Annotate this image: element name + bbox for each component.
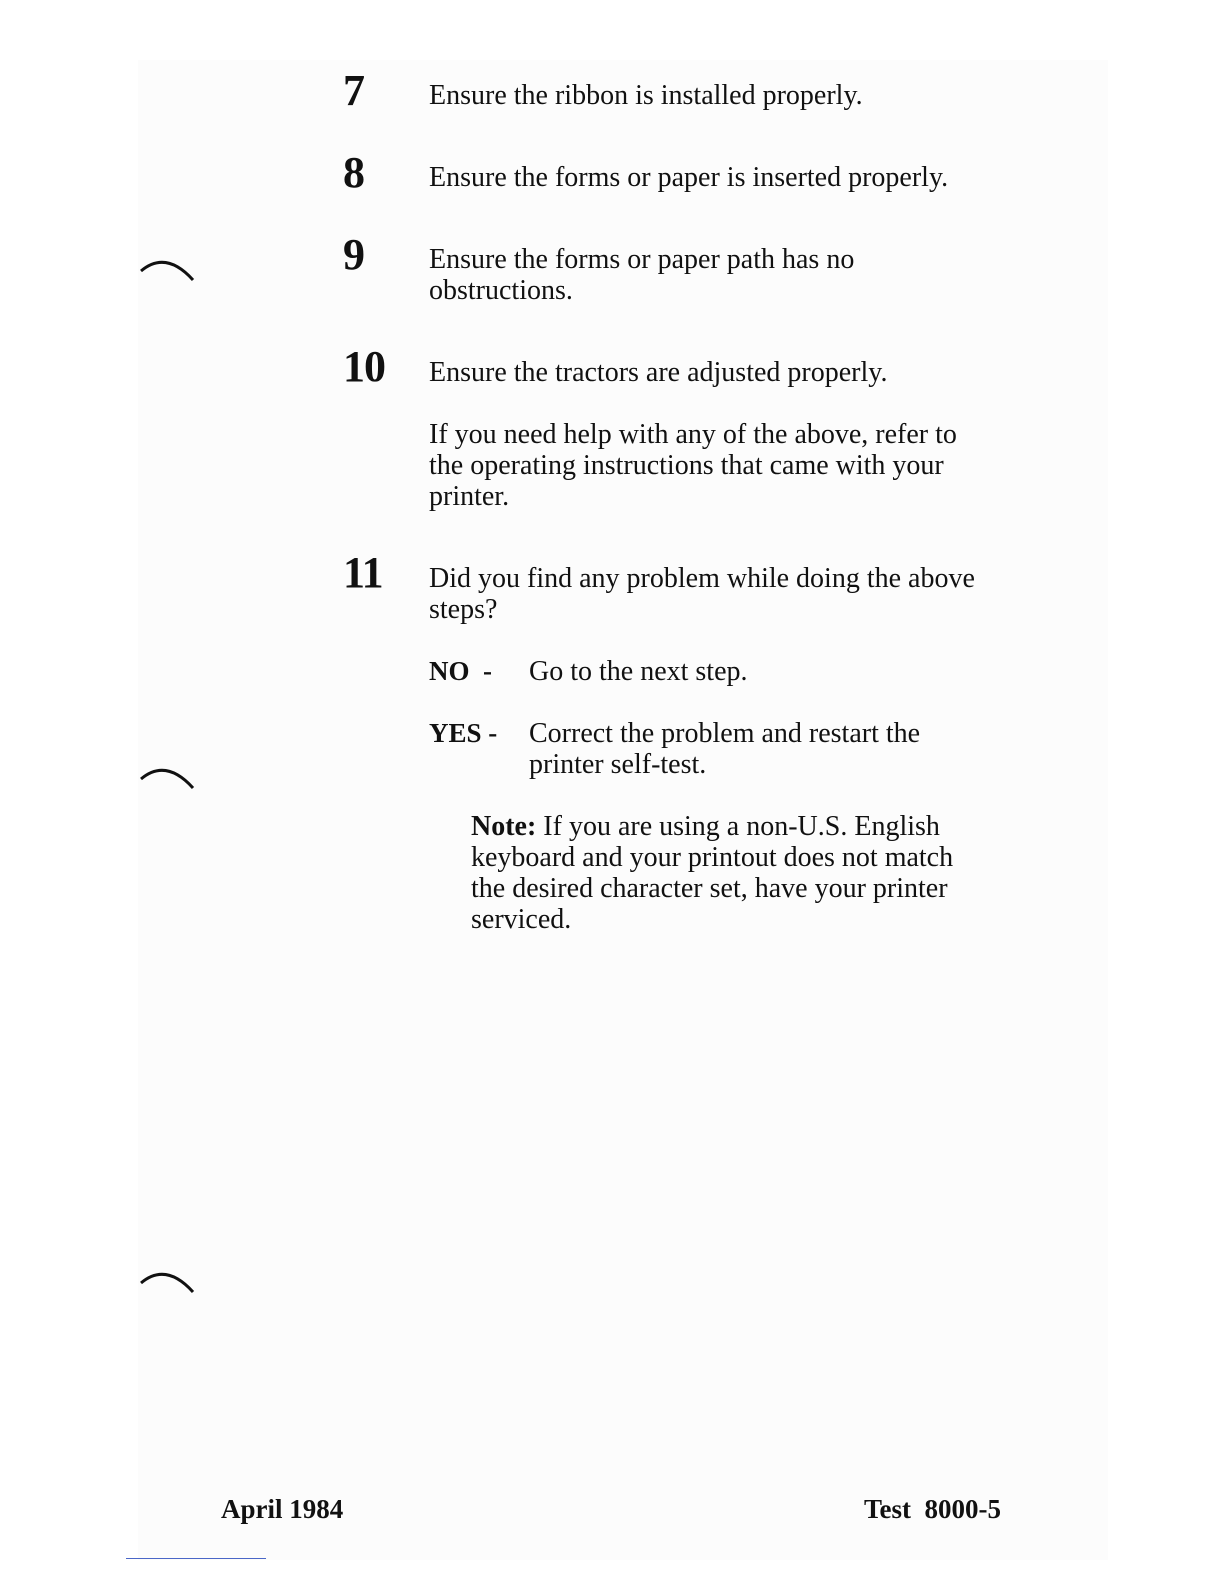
- step-text: Did you find any problem while doing the above steps?: [429, 563, 975, 625]
- footer-page-id: Test 8000-5: [864, 1494, 1002, 1524]
- binder-hole-mark-middle: [138, 760, 198, 792]
- help-text: If you need help with any of the above, refer to the operating instructions that came with your printer.: [429, 419, 957, 512]
- step-text: Ensure the ribbon is installed properly.: [429, 80, 863, 111]
- note-text: If you are using a non-U.S. English keyboard and your printout does not match the desired character set, have your printer serviced.: [471, 811, 954, 935]
- step-number: 7: [343, 66, 364, 115]
- response-label-no: NO -: [429, 656, 492, 686]
- response-text-yes: Correct the problem and restart the printer self-test.: [529, 718, 921, 780]
- binder-hole-mark-top: [138, 252, 198, 284]
- note-label: Note:: [471, 811, 537, 842]
- step-number: 10: [343, 342, 385, 391]
- step-number: 11: [343, 548, 383, 597]
- footer-rule: [126, 1558, 266, 1559]
- step-text: Ensure the tractors are adjusted properly.: [429, 357, 888, 388]
- footer-date: April 1984: [221, 1494, 344, 1524]
- step-number: 9: [343, 230, 364, 279]
- response-text-no: Go to the next step.: [529, 656, 748, 687]
- response-label-yes: YES -: [429, 718, 498, 748]
- binder-hole-mark-bottom: [138, 1264, 198, 1296]
- step-text: Ensure the forms or paper is inserted properly.: [429, 162, 949, 193]
- note-block: [471, 811, 953, 935]
- step-text: Ensure the forms or paper path has no obstructions.: [429, 244, 855, 306]
- step-number: 8: [343, 148, 364, 197]
